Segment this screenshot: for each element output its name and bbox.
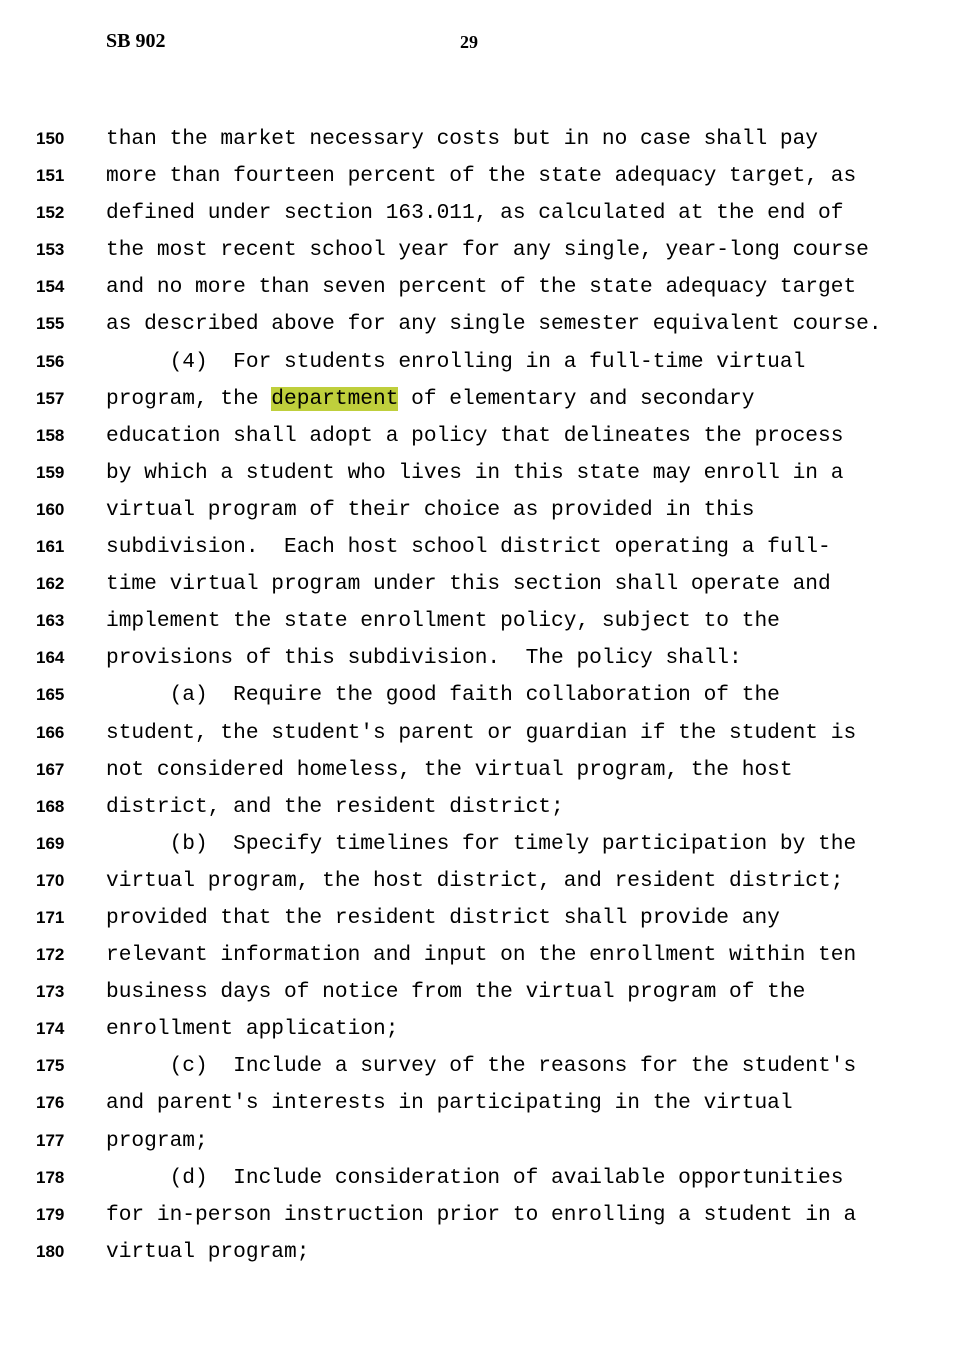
line-text: student, the student's parent or guardian if the student is	[106, 720, 857, 745]
line-text: by which a student who lives in this state may enroll in a	[106, 460, 844, 485]
line-number: 169	[36, 833, 65, 853]
line-number: 166	[36, 722, 65, 742]
line-text: and parent's interests in participating in the virtual	[106, 1091, 793, 1116]
text-line	[0, 197, 954, 234]
line-text: time virtual program under this section shall operate and	[106, 572, 831, 597]
line-number: 150	[36, 129, 65, 148]
line-number: 151	[36, 166, 65, 186]
line-text: virtual program, the host district, and resident district;	[106, 868, 844, 893]
line-text: virtual program;	[106, 1239, 310, 1264]
highlighted-word: department	[271, 386, 399, 411]
text-line	[0, 902, 954, 939]
line-number: 158	[36, 425, 65, 445]
text-line	[0, 1199, 954, 1236]
line-number: 163	[36, 611, 65, 631]
line-number: 171	[36, 907, 65, 927]
text-line	[0, 308, 954, 345]
line-number: 162	[36, 574, 65, 594]
line-number: 155	[36, 314, 65, 334]
text-line	[0, 531, 954, 568]
page-number: 29	[460, 32, 478, 52]
text-line	[0, 1050, 954, 1087]
line-number: 175	[36, 1056, 65, 1076]
line-text: (d) Include consideration of available opportunities	[106, 1165, 844, 1190]
line-text: implement the state enrollment policy, subject to the	[106, 609, 780, 634]
line-number: 178	[36, 1167, 65, 1187]
text-line	[0, 865, 954, 902]
line-number: 180	[36, 1241, 65, 1261]
line-text	[106, 387, 754, 411]
text-line	[0, 754, 954, 791]
line-text: virtual program of their choice as provided in this	[106, 497, 755, 522]
text-line	[0, 828, 954, 865]
line-number: 172	[36, 945, 65, 965]
text-line	[0, 271, 954, 308]
line-number: 160	[36, 499, 65, 519]
line-text: (4) For students enrolling in a full-time virtual	[106, 349, 806, 374]
line-number: 154	[36, 277, 65, 297]
line-number: 173	[36, 982, 65, 1002]
line-text: not considered homeless, the virtual program, the host	[106, 757, 793, 782]
line-number: 177	[36, 1130, 65, 1150]
line-number: 159	[36, 462, 65, 482]
line-text: program;	[106, 1128, 208, 1153]
line-number: 165	[36, 685, 65, 705]
text-line	[0, 1087, 954, 1124]
line-number: 176	[36, 1093, 65, 1113]
line-number: 152	[36, 203, 65, 223]
line-text: for in-person instruction prior to enrolling a student in a	[106, 1202, 857, 1227]
line-text: as described above for any single semester equivalent course.	[106, 312, 882, 337]
text-line	[0, 234, 954, 271]
line-number: 156	[36, 351, 65, 371]
text-line	[0, 939, 954, 976]
text-line	[0, 123, 954, 160]
line-number: 161	[36, 537, 65, 557]
text-line	[0, 717, 954, 754]
text-line	[0, 346, 954, 383]
text-line	[0, 420, 954, 457]
text-line	[0, 1162, 954, 1199]
line-text: provided that the resident district shall provide any	[106, 905, 780, 930]
bill-text-body	[0, 123, 954, 1273]
text-line	[0, 1013, 954, 1050]
line-number: 170	[36, 870, 65, 890]
line-number: 179	[36, 1204, 65, 1224]
line-text: district, and the resident district;	[106, 794, 564, 819]
line-text-segment: of elementary and secondary	[398, 386, 755, 411]
line-text: the most recent school year for any single, year-long course	[106, 238, 869, 263]
line-number: 174	[36, 1019, 65, 1039]
line-number: 157	[36, 388, 65, 408]
line-text: subdivision. Each host school district operating a full-	[106, 535, 831, 560]
text-line	[0, 976, 954, 1013]
line-text: provisions of this subdivision. The policy shall:	[106, 646, 742, 671]
text-line	[0, 605, 954, 642]
line-text: defined under section 163.011, as calculated at the end of	[106, 201, 844, 226]
text-line	[0, 457, 954, 494]
line-text: business days of notice from the virtual program of the	[106, 980, 806, 1005]
line-text: education shall adopt a policy that delineates the process	[106, 423, 844, 448]
line-text: relevant information and input on the enrollment within ten	[106, 943, 857, 968]
bill-number: SB 902	[106, 30, 166, 52]
line-number: 164	[36, 648, 65, 668]
line-text-segment: program, the	[106, 386, 272, 411]
text-line	[0, 642, 954, 679]
text-line	[0, 494, 954, 531]
text-line	[0, 160, 954, 197]
line-text: than the market necessary costs but in no case shall pay	[106, 127, 819, 151]
line-text: enrollment application;	[106, 1017, 399, 1042]
text-line	[0, 1236, 954, 1273]
text-line	[0, 679, 954, 716]
line-number: 153	[36, 240, 65, 260]
line-text: (b) Specify timelines for timely participation by the	[106, 831, 857, 856]
text-line	[0, 1125, 954, 1162]
line-number: 167	[36, 759, 65, 779]
line-text: and no more than seven percent of the state adequacy target	[106, 275, 857, 300]
text-line	[0, 791, 954, 828]
line-text: more than fourteen percent of the state adequacy target, as	[106, 164, 857, 189]
text-line	[0, 383, 954, 420]
line-text: (a) Require the good faith collaboration of the	[106, 683, 780, 708]
text-line	[0, 568, 954, 605]
line-text: (c) Include a survey of the reasons for the student's	[106, 1054, 857, 1079]
line-number: 168	[36, 796, 65, 816]
